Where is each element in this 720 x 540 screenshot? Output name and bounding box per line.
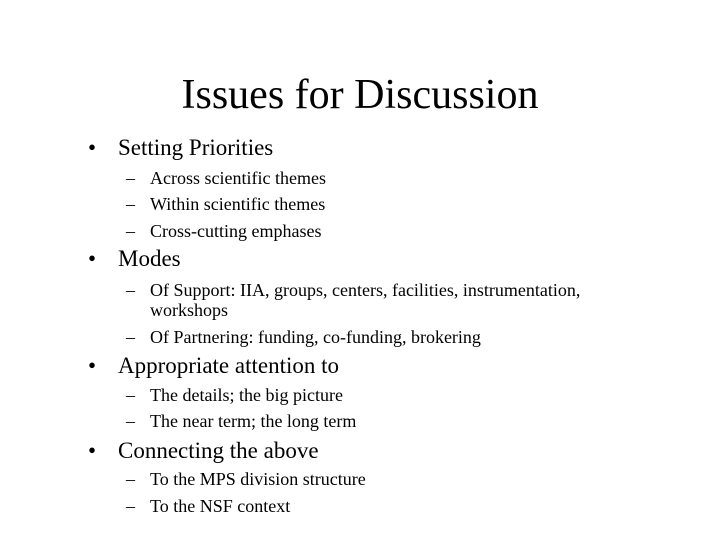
dash-icon: – — [126, 280, 135, 300]
dash-icon: – — [126, 496, 135, 516]
sub-item-text: Of Support: IIA, groups, centers, facilities, instrumentation, — [150, 280, 581, 300]
bullet-icon: • — [88, 246, 97, 271]
bullet-label: Modes — [118, 246, 181, 271]
dash-icon: – — [126, 327, 135, 347]
dash-icon: – — [126, 168, 135, 188]
dash-icon: – — [126, 469, 135, 489]
bullet-label: Connecting the above — [118, 438, 319, 463]
bullet-icon: • — [88, 353, 97, 378]
sub-item-text: Cross-cutting emphases — [150, 221, 322, 241]
bullet-icon: • — [88, 135, 97, 160]
sub-item-text: Within scientific themes — [150, 194, 326, 214]
dash-icon: – — [126, 385, 135, 405]
slide-title: Issues for Discussion — [181, 72, 539, 118]
sub-item-text: Across scientific themes — [150, 168, 326, 188]
sub-item-text: The details; the big picture — [150, 385, 343, 405]
sub-item-text: workshops — [150, 300, 229, 320]
dash-icon: – — [126, 411, 135, 431]
bullet-label: Setting Priorities — [118, 135, 274, 160]
sub-item-text: Of Partnering: funding, co-funding, brokering — [150, 327, 481, 347]
dash-icon: – — [126, 194, 135, 214]
bullet-icon: • — [88, 438, 97, 463]
sub-item-text: The near term; the long term — [150, 411, 357, 431]
sub-item-text: To the MPS division structure — [150, 469, 366, 489]
bullet-label: Appropriate attention to — [118, 353, 339, 378]
dash-icon: – — [126, 221, 135, 241]
sub-item-text: To the NSF context — [150, 496, 291, 516]
